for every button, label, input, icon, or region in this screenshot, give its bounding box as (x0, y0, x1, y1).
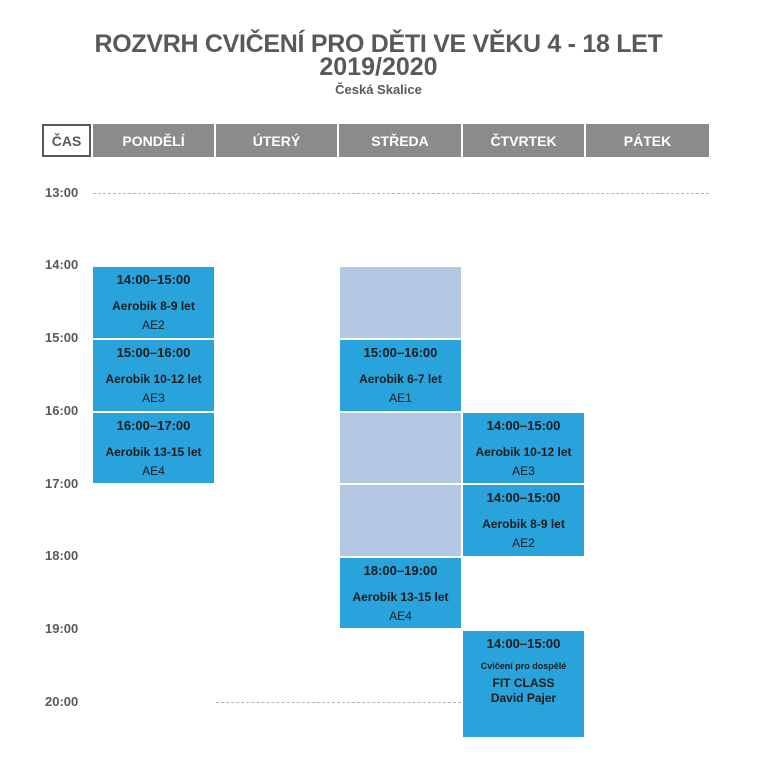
hour-label: 18:00 (45, 548, 79, 563)
page-subtitle-year: 2019/2020 (319, 53, 438, 81)
block-code: AE2 (142, 318, 165, 332)
block-code: AE4 (142, 464, 165, 478)
hour-label: 15:00 (45, 330, 79, 345)
hour-label: 16:00 (45, 403, 79, 418)
hour-label: 20:00 (45, 694, 79, 709)
page-title: ROZVRH CVIČENÍ PRO DĚTI VE VĚKU 4 - 18 LET (94, 30, 663, 58)
block-activity: Aerobik 13-15 let (352, 590, 449, 604)
block-time: 14:00–15:00 (116, 272, 191, 287)
block-activity: Aerobik 10-12 let (475, 445, 572, 459)
block-activity-note: Cvičení pro dospělé (480, 661, 567, 671)
header-day-wednesday: STŘEDA (339, 124, 461, 157)
schedule-block-thursday[interactable] (463, 413, 584, 483)
header-day-friday: PÁTEK (586, 124, 709, 157)
header-day-monday: PONDĚLÍ (93, 124, 214, 157)
free-slot-wednesday (340, 413, 461, 483)
schedule-block-wednesday[interactable] (340, 558, 461, 628)
block-code: AE2 (512, 536, 535, 550)
header-time: ČAS (42, 124, 91, 157)
block-activity: Aerobik 8-9 let (112, 299, 195, 313)
free-slot-wednesday (340, 267, 461, 338)
block-activity: Aerobik 13-15 let (105, 445, 202, 459)
hour-label: 19:00 (45, 621, 79, 636)
block-code: AE3 (142, 391, 165, 405)
block-time: 16:00–17:00 (116, 418, 191, 433)
block-code: AE4 (389, 609, 412, 623)
hour-label: 17:00 (45, 476, 79, 491)
hour-label: 13:00 (45, 185, 79, 200)
schedule-block-thursday[interactable] (463, 631, 584, 737)
block-activity: Aerobik 6-7 let (359, 372, 442, 386)
schedule-block-thursday[interactable] (463, 485, 584, 556)
schedule-block-monday[interactable] (93, 413, 214, 483)
block-time: 18:00–19:00 (363, 563, 438, 578)
block-time: 15:00–16:00 (116, 345, 191, 360)
grid-line (216, 702, 461, 703)
block-code: AE1 (389, 391, 412, 405)
header-day-thursday: ČTVRTEK (463, 124, 584, 157)
block-activity: FIT CLASS (492, 676, 555, 690)
page-subtitle-place: Česká Skalice (335, 82, 422, 97)
block-code: AE3 (512, 464, 535, 478)
block-time: 14:00–15:00 (486, 418, 561, 433)
block-time: 14:00–15:00 (486, 490, 561, 505)
header-day-tuesday: ÚTERÝ (216, 124, 337, 157)
schedule-block-monday[interactable] (93, 267, 214, 338)
free-slot-wednesday (340, 485, 461, 556)
hour-label: 14:00 (45, 257, 79, 272)
block-instructor: David Pajer (490, 691, 557, 705)
schedule-block-monday[interactable] (93, 340, 214, 411)
block-activity: Aerobik 10-12 let (105, 372, 202, 386)
schedule-block-wednesday[interactable] (340, 340, 461, 411)
block-time: 15:00–16:00 (363, 345, 438, 360)
block-time: 14:00–15:00 (486, 636, 561, 651)
block-activity: Aerobik 8-9 let (482, 517, 565, 531)
grid-line (93, 193, 709, 194)
